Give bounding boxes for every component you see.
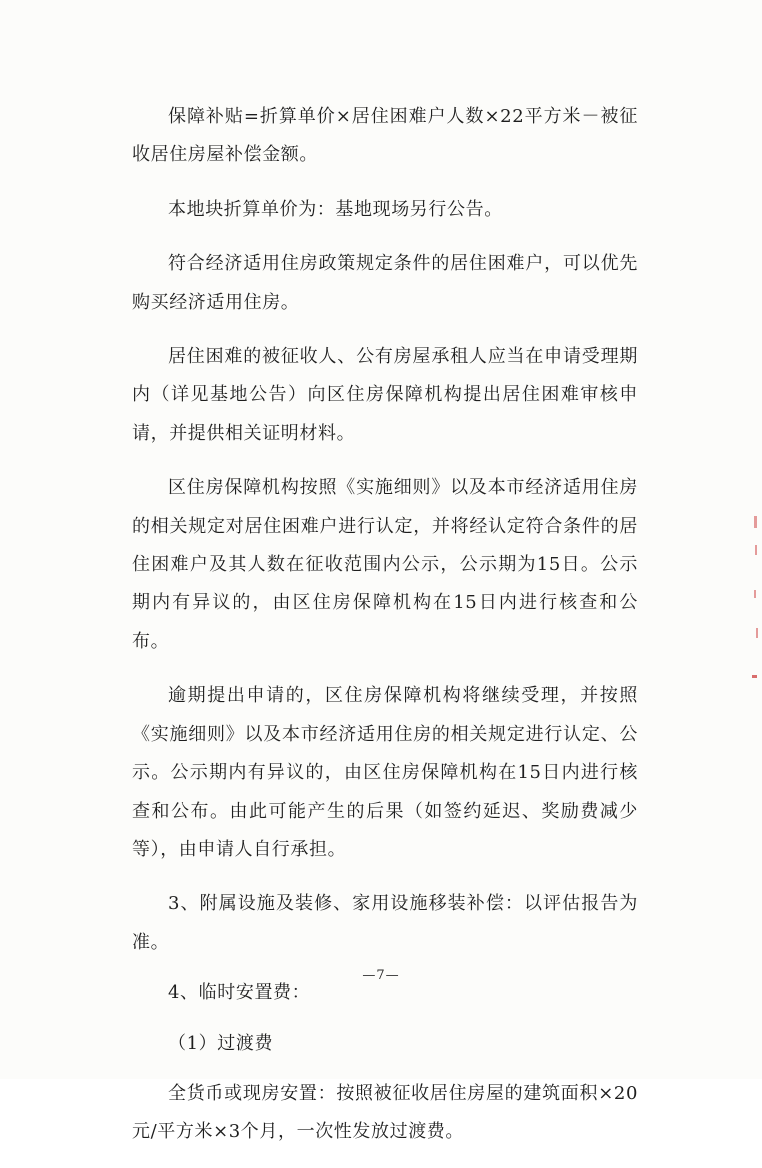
paragraph-temporary-resettlement: 4、临时安置费： <box>168 982 311 1004</box>
document-body <box>132 98 638 1168</box>
seal-edge-mark <box>752 675 757 678</box>
page-number: —7— <box>362 968 400 983</box>
seal-edge-mark <box>755 545 757 555</box>
paragraph-certification: 区住房保障机构按照《实施细则》以及本市经济适用住房的相关规定对居住困难户进行认定，并将经认定符合条件的居住困难户及其人数在征收范围内公示，公示期为15日。公示期内有异议的，由区住房保障机构在15日内进行核查和公布。 <box>132 477 638 652</box>
paragraph-application: 居住困难的被征收人、公有房屋承租人应当在申请受理期内（详见基地公告）向区住房保障机构提出居住困难审核申请，并提供相关证明材料。 <box>132 346 638 444</box>
paragraph-facilities-compensation: 3、附属设施及装修、家用设施移装补偿：以评估报告为准。 <box>132 893 638 953</box>
paragraph-affordable-housing: 符合经济适用住房政策规定条件的居住困难户，可以优先购买经济适用住房。 <box>132 253 638 313</box>
seal-edge-mark <box>754 516 757 528</box>
seal-edge-mark <box>756 628 758 638</box>
paragraph-late-application: 逾期提出申请的，区住房保障机构将继续受理，并按照《实施细则》以及本市经济适用住房的相关规定进行认定、公示。公示期内有异议的，由区住房保障机构在15日内进行核查和公布。由此可能产生的后果（如签约延迟、奖励费减少等），由申请人自行承担。 <box>132 685 638 860</box>
paragraph-subsidy-formula: 保障补贴=折算单价×居住困难户人数×22平方米－被征收居住房屋补偿金额。 <box>132 106 638 166</box>
paragraph-transition-fee-heading: （1）过渡费 <box>168 1032 274 1054</box>
paragraph-transition-fee: 全货币或现房安置：按照被征收居住房屋的建筑面积×20元/平方米×3个月，一次性发放过渡费。 <box>132 1082 638 1143</box>
paragraph-unit-price: 本地块折算单价为：基地现场另行公告。 <box>168 198 503 220</box>
seal-edge-mark <box>754 590 756 598</box>
